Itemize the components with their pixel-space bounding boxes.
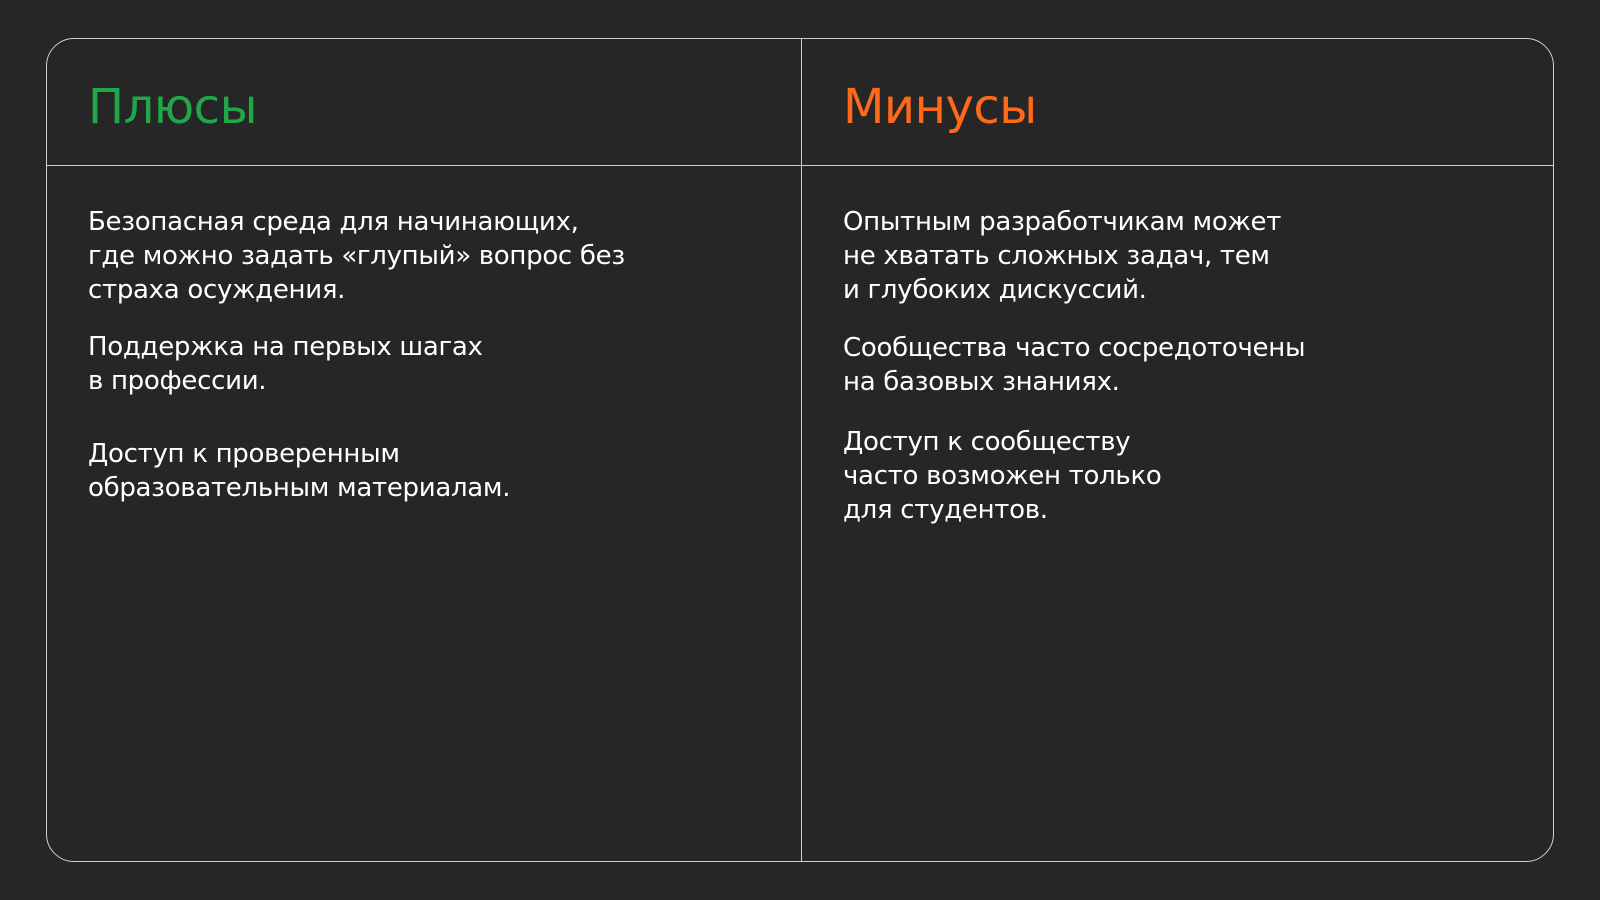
pros-heading: Плюсы	[88, 79, 257, 135]
pros-item-3: Доступ к проверенным образовательным материалам.	[88, 439, 511, 503]
cons-item-3: Доступ к сообществу часто возможен только для студентов.	[843, 427, 1162, 525]
cons-item-1: Опытным разработчикам может не хватать сложных задач, тем и глубоких дискуссий.	[843, 207, 1282, 305]
pros-cons-table	[46, 38, 1554, 862]
column-divider	[801, 39, 802, 861]
cons-heading: Минусы	[843, 79, 1037, 135]
pros-item-2: Поддержка на первых шагах в профессии.	[88, 332, 483, 396]
cons-item-2: Сообщества часто сосредоточены на базовых знаниях.	[843, 333, 1306, 397]
header-divider	[47, 165, 1553, 166]
pros-item-1: Безопасная среда для начинающих, где можно задать «глупый» вопрос без страха осуждения.	[88, 207, 625, 305]
